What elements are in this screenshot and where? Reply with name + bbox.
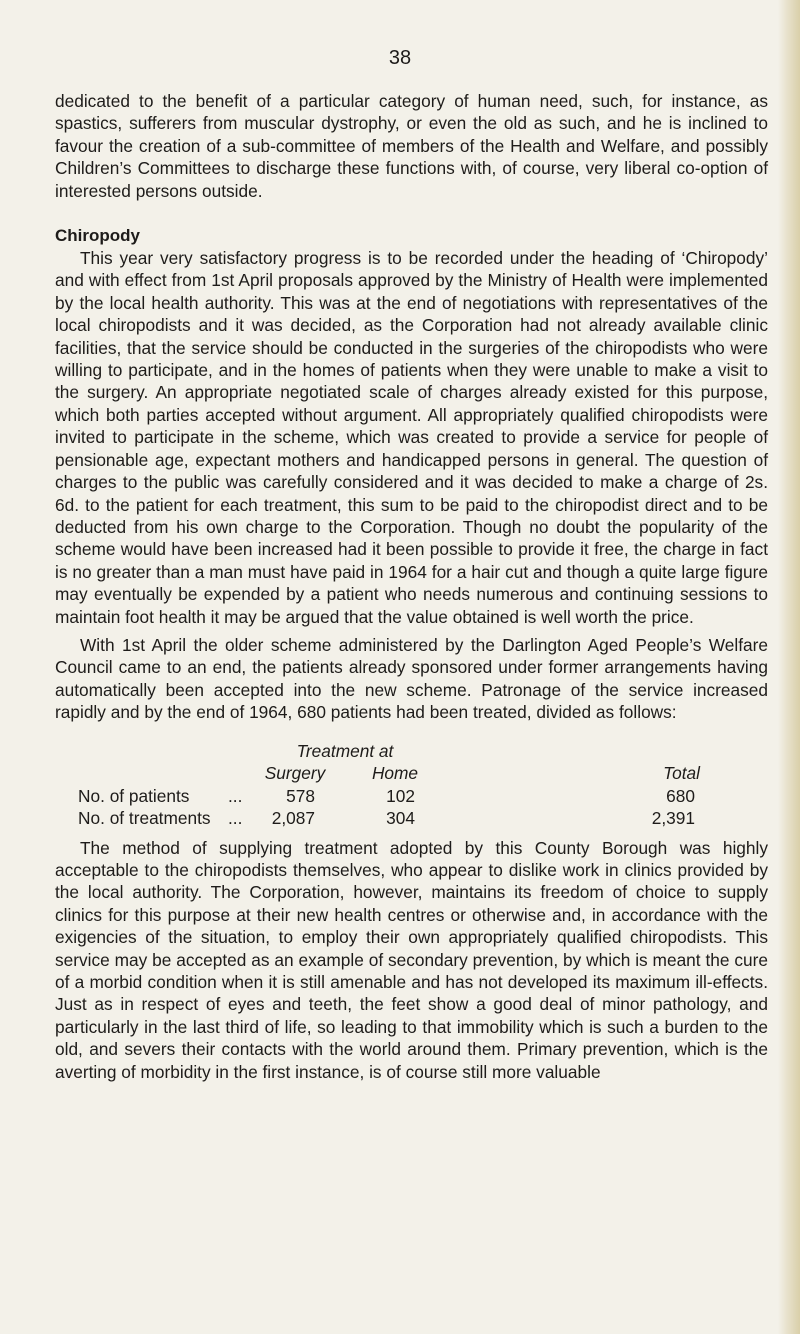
row-label-patients: No. of patients [78, 785, 190, 806]
column-header-surgery: Surgery [264, 762, 326, 783]
cell-treatments-home: 304 [386, 807, 415, 828]
page-number: 38 [388, 47, 412, 69]
column-header-total: Total [663, 762, 700, 783]
cell-patients-surgery: 578 [286, 785, 315, 806]
row-leader-patients: ... [228, 785, 243, 806]
paragraph-method-of-supply: The method of supplying treatment adopted by this County Borough was highly acceptable to the chiropodists themselves, who appear to dislike work in clinics provided by the local authority. The Corporation, however, maintains its freedom of choice to supply clinics for this purpose at their new health centres or otherwise and, in accordance with the exigencies of the situation, to employ their own appropriately qualified chiropodists. This service may be accepted as an example of secondary prevention, by which is meant the cure of a morbid condition when it is still amenable and has not developed its maximum ill-effects. Just as in respect of eyes and teeth, the feet show a good deal of minor pathology, and particularly in the last third of life, so leading to that immobility which is such a burden to the old, and severs their contacts with the world around them. Primary prevention, which is the averting of morbidity in the first instance, is of course still more valuable [55, 837, 768, 1082]
row-leader-treatments: ... [228, 807, 243, 828]
cell-treatments-surgery: 2,087 [271, 807, 315, 828]
row-label-treatments: No. of treatments [78, 807, 211, 828]
paragraph-chiropody-progress: This year very satisfactory progress is to be recorded under the heading of ‘Chiropody’ and with effect from 1st April proposals approved by the Ministry of Health were implemented by the local health authority. This was at the end of negotiations with representatives of the local chiropodists and it was decided, as the Corporation had not already available clinic facilities, that the service should be conducted in the surgeries of the chiropodists who were willing to participate, and in the homes of patients when they were unable to make a visit to the surgery. An appropriate negotiated scale of charges already existed for this purpose, which both parties accepted without argument. All appropriately qualified chiropodists were invited to participate in the scheme, which was created to provide a service for people of pensionable age, expectant mothers and handicapped persons in general. The question of charges to the public was carefully considered and it was decided to make a charge of 2s. 6d. to the patient for each treatment, this sum to be paid to the chiropodist direct and to be deducted from his own charge to the Corporation. Though no doubt the popularity of the scheme would have been increased had it been possible to provide it free, the charge in fact is no greater than a man must have paid in 1964 for a hair cut and though a quite large figure may eventually be expended by a patient who needs numerous and continuing sessions to maintain foot health it may be argued that the value obtained is well worth the price. [55, 248, 768, 627]
cell-patients-total: 680 [666, 785, 695, 806]
paragraph-older-scheme: With 1st April the older scheme administered by the Darlington Aged People’s Welfare Council came to an end, the patients already sponsored under former arrangements having automatically been accepted into the new scheme. Patronage of the service increased rapidly and by the end of 1964, 680 patients had been treated, divided as follows: [55, 634, 768, 723]
page-edge-shadow [778, 0, 800, 1334]
cell-patients-home: 102 [386, 785, 415, 806]
page-body [55, 90, 768, 1083]
section-heading-chiropody: Chiropody [55, 226, 140, 246]
column-header-home: Home [371, 762, 419, 783]
paragraph-continuation: dedicated to the benefit of a particular category of human need, such, for instance, as spastics, sufferers from muscular dystrophy, or even the old as such, and he is inclined to favour the creation of a sub-committee of members of the Health and Welfare, and possibly Children’s Committees to discharge these functions with, of course, very liberal co-option of interested persons outside. [55, 91, 768, 201]
treatment-table [55, 740, 768, 832]
table-group-header: Treatment at [296, 740, 394, 761]
cell-treatments-total: 2,391 [651, 807, 695, 828]
